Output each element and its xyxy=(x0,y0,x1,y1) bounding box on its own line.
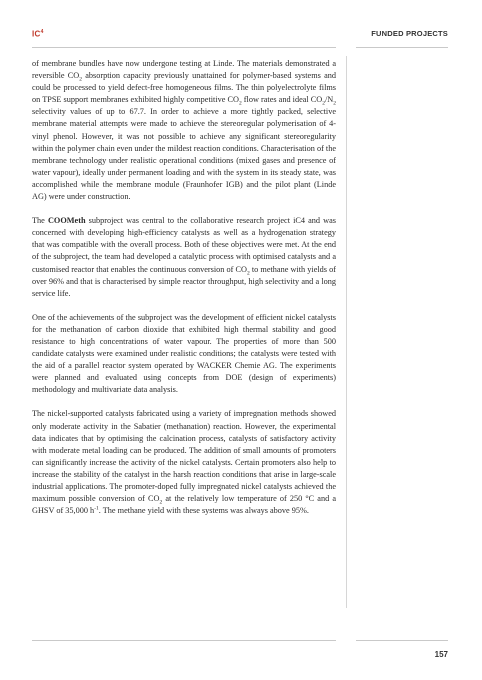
header-rule-right xyxy=(356,47,448,48)
body-paragraph xyxy=(32,312,336,397)
body-paragraph xyxy=(32,215,336,300)
text-run: of membrane bundles have now undergone testing at Linde. The materials demonstrated a reversible CO xyxy=(32,59,336,81)
formula-index: 2 xyxy=(333,100,336,107)
journal-label xyxy=(32,29,44,39)
text-run: The nickel-supported catalysts fabricated using a variety of impregnation methods showed only moderate activity in the Sabatier (methanation) reaction. However, the experimental data indicates that by optimising the calcination process, catalysts of satisfactory activity with moderate metal loading can be produced. The addition of small amounts of promoters can significantly increase the activity of the nickel catalysts. Certain promoters also help to increase the stability of the catalyst in the harsh reaction conditions that arise in large-scale industrial applications. The promoter-doped fully impregnated nickel catalysts achieved the maximum possible conversion of CO xyxy=(32,409,336,504)
text-run: subproject was central to the collaborative research project iC4 and was concerned with developing high-efficiency catalysts as well as a hydrogenation strategy that was compatible with the overall process. Both of these objectives were met. At the end of the subproject, the team had developed a catalytic process with optimised catalysts and a customised reactor that enables the continuous conversion of CO xyxy=(32,216,337,274)
body-paragraph xyxy=(32,408,336,517)
article-body xyxy=(32,58,336,529)
formula-index: 2 xyxy=(159,499,163,506)
text-run: to methane with yields of over 96% and that is characterised by simple reactor throughput, high selectivity and a long service life. xyxy=(32,264,336,298)
text-run: flow rates and ideal CO xyxy=(241,95,323,105)
text-run: The xyxy=(32,216,48,226)
text-run: . The methane yield with these systems was always above 95%. xyxy=(98,506,309,516)
formula-index: 2 xyxy=(79,76,82,83)
margin-divider xyxy=(346,56,347,608)
text-run: absorption capacity previously unattained for polymer-based systems and could be processed to yield defect-free homogeneous films. The thin polyelectrolyte films on TPSE support membranes exhibited highly competitive CO xyxy=(32,71,336,105)
page-number: 157 xyxy=(434,650,448,659)
header-rule-left xyxy=(32,47,336,48)
text-run: selectivity values of up to 67.7. In order to achieve a more tightly packed, selective membrane material attempts were made to achieve the stereoregular polymerisation of 4-vinyl phenol. However, it was not possible to achieve any significant stereoregularity within the polymer chain even under the mildest reaction conditions. Characterisation of the membrane technology under realistic operational conditions (mixed gases and presence of water vapour), ideally under permanent loading and with the system in its steady state, was accomplished while the membrane module (Fraunhofer IGB) and the pilot plant (Linde AG) were under construction. xyxy=(32,107,337,202)
section-label: FUNDED PROJECTS xyxy=(371,29,448,38)
formula-index: 2 xyxy=(246,270,250,277)
body-paragraph xyxy=(32,58,336,203)
text-run: /N xyxy=(325,95,334,105)
text-run: One of the achievements of the subproject was the development of efficient nickel catalysts for the methanation of carbon dioxide that exhibited high thermal stability and good resistance to high concentrations of water vapour. The properties of more than 500 candidate catalysts were examined under realistic conditions; the catalysts were tested with the aid of a parallel reactor system operated by WACKER Chemie AG. The experiments were planned and evaluated using concepts from DOE (design of experiments) methodology and multivariate data analysis. xyxy=(32,312,336,395)
subproject-name: COOMeth xyxy=(47,216,86,226)
formula-index: 2 xyxy=(322,100,325,107)
formula-index: -1 xyxy=(94,505,99,512)
text-run: at the relatively low temperature of 250 °C and a GHSV of 35,000 h xyxy=(32,494,336,516)
formula-index: 2 xyxy=(238,100,242,107)
journal-superscript: 4 xyxy=(40,29,44,35)
footer-rule-left xyxy=(32,640,336,641)
footer-rule-right xyxy=(356,640,448,641)
journal-name: IC xyxy=(32,29,41,39)
